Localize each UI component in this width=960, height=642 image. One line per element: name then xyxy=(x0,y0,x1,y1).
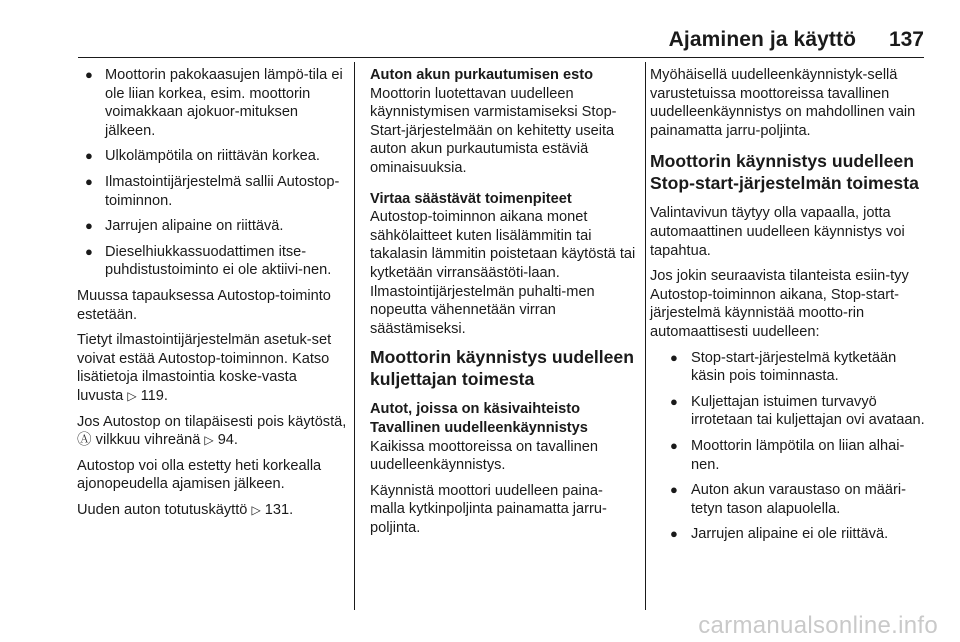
column-divider-1 xyxy=(354,62,355,610)
column-2 xyxy=(370,66,636,544)
section-title: Ajaminen ja käyttö xyxy=(668,28,856,51)
paragraph: Myöhäisellä uudelleenkäynnistyk-sellä varustetuissa moottoreissa tavallinen uudelleenkäynnistys on mahdollinen vain painamatta jarru-poljinta. xyxy=(650,67,916,139)
section-heading: Moottorin käynnistys uudelleen Stop-start-järjestelmän toimesta xyxy=(650,151,919,194)
column-divider-2 xyxy=(645,62,646,610)
bullet-icon: ● xyxy=(85,173,93,189)
list-item: ● Auton akun varaustaso on määri-tetyn tason alapuolella. xyxy=(670,482,906,517)
paragraph: Autostop-toiminnon aikana monet sähkölaitteet kuten lisälämmitin tai takalasin lämmitin poistetaan käytöstä tai kytketään virransäästöti-laan. Ilmastointijärjestelmän puhalti-men nopeutta vähennetään virran säästämiseksi. xyxy=(370,209,636,337)
list-item: ● Dieselhiukkassuodattimen itse-puhdistustoiminto ei ole aktiivi-nen. xyxy=(85,243,332,279)
column-1 xyxy=(77,66,347,526)
bullet-icon: ● xyxy=(85,148,93,164)
page-ref-icon: ▷ xyxy=(204,433,214,448)
page-ref-link[interactable]: 94. xyxy=(217,432,238,449)
column-3 xyxy=(650,66,928,551)
paragraph: Autostop voi olla estetty heti korkealla ajonopeudella ajamisen jälkeen. xyxy=(77,457,322,493)
list-item: ● Ilmastointijärjestelmä sallii Autostop-toiminnon. xyxy=(85,173,340,209)
page-ref-link[interactable]: 131. xyxy=(264,501,294,518)
paragraph: Kaikissa moottoreissa on tavallinen uudelleenkäynnistys. xyxy=(370,438,598,474)
bullet-icon: ● xyxy=(670,526,678,542)
list-item: ● Moottorin pakokaasujen lämpö-tila ei ole liian korkea, esim. moottorin voimakkaan ajokuor-mituksen jälkeen. xyxy=(85,67,343,139)
paragraph: Jos jokin seuraavista tilanteista esiin-tyy Autostop-toiminnon aikana, Stop-start-järjestelmä käynnistää mootto-rin automaattisesti uudelleen: xyxy=(650,268,909,340)
list-item: ● Jarrujen alipaine ei ole riittävä. xyxy=(670,526,889,543)
subheading: Autot, joissa on käsivaihteisto xyxy=(370,401,581,418)
bullet-icon: ● xyxy=(670,482,678,498)
subheading: Tavallinen uudelleenkäynnistys xyxy=(370,419,588,436)
page-number: 137 xyxy=(888,28,924,51)
subheading: Virtaa säästävät toimenpiteet xyxy=(370,190,572,207)
list-item: ● Ulkolämpötila on riittävän korkea. xyxy=(85,148,320,165)
list-item: ● Stop-start-järjestelmä kytketään käsin pois toiminnasta. xyxy=(670,349,897,385)
paragraph: Muussa tapauksessa Autostop-toiminto estetään. xyxy=(77,287,331,323)
paragraph: Tietyt ilmastointijärjestelmän asetuk-set voivat estää Autostop-toiminnon. Katso lisätietoja ilmastointia koske-vasta luvusta ▷ 119. xyxy=(77,332,332,404)
paragraph: Uuden auton totutuskäyttö ▷ 131. xyxy=(77,501,294,518)
list-item: ● Moottorin lämpötila on liian alhai-nen. xyxy=(670,437,905,473)
bullet-icon: ● xyxy=(85,243,93,259)
list-item: ● Jarrujen alipaine on riittävä. xyxy=(85,218,284,235)
watermark-logo: carmanualsonline.info xyxy=(698,612,938,639)
page-ref-link[interactable]: 119. xyxy=(140,387,168,404)
page-ref-icon: ▷ xyxy=(127,388,137,403)
bullet-icon: ● xyxy=(670,349,678,365)
bullet-icon: ● xyxy=(670,393,678,409)
paragraph: Valintavivun täytyy olla vapaalla, jotta automaattinen uudelleen käynnistys voi tapahtua. xyxy=(650,205,905,259)
page-header xyxy=(0,0,960,58)
page-ref-icon: ▷ xyxy=(251,502,261,517)
restart-conditions-list xyxy=(650,349,928,544)
paragraph: Moottorin luotettavan uudelleen käynnistymisen varmistamiseksi Stop-Start-järjestelmään on kehitetty useita auton akun purkautumista estäviä ominaisuuksia. xyxy=(370,85,617,176)
header-divider xyxy=(78,57,924,58)
bullet-icon: ● xyxy=(85,67,93,82)
section-heading: Moottorin käynnistys uudelleen kuljettajan toimesta xyxy=(370,347,634,390)
bullet-icon: ● xyxy=(670,437,678,453)
list-item: ● Kuljettajan istuimen turvavyö irrotetaan tai kuljettajan ovi avataan. xyxy=(670,393,925,429)
subheading: Auton akun purkautumisen esto xyxy=(370,67,593,83)
paragraph: Käynnistä moottori uudelleen paina-malla kytkinpoljinta painamatta jarru-poljinta. xyxy=(370,482,607,536)
conditions-list xyxy=(77,66,347,280)
autostop-icon: Ⓐ xyxy=(77,432,92,449)
paragraph: Jos Autostop on tilapäisesti pois käytöstä, Ⓐ vilkkuu vihreänä ▷ 94. xyxy=(77,413,347,449)
bullet-icon: ● xyxy=(85,218,93,234)
